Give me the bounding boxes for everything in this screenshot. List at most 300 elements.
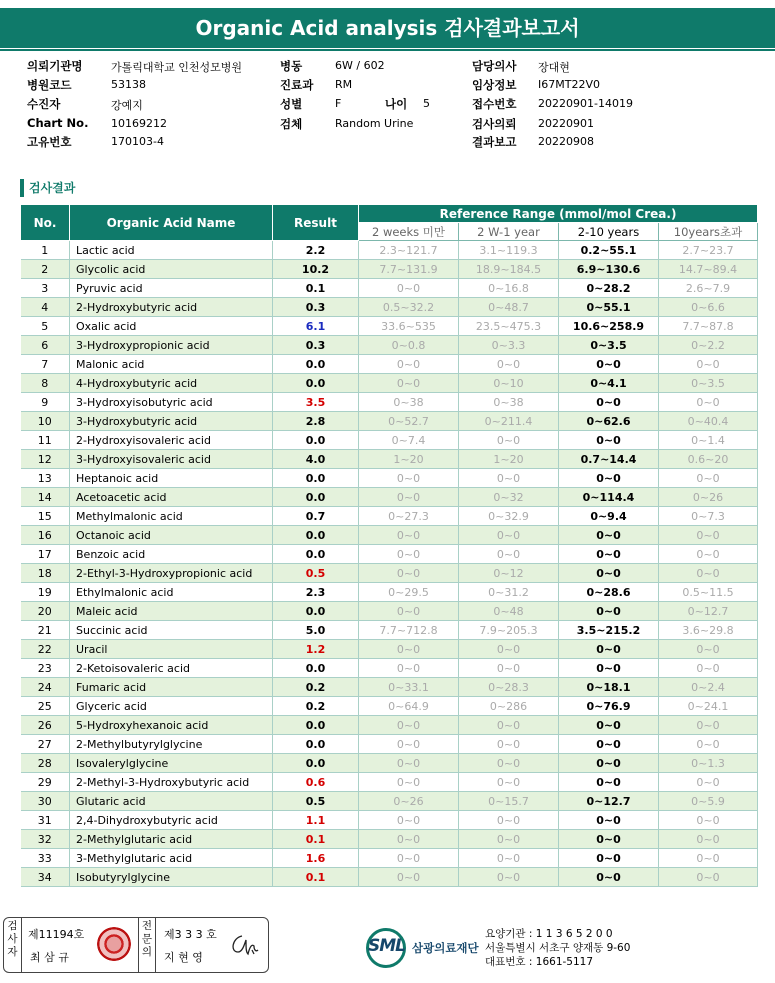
info-value: 장대현 [538, 61, 570, 74]
reference-range: 0~38 [459, 393, 559, 412]
row-number: 8 [21, 374, 70, 393]
table-row [21, 678, 758, 697]
reference-range: 0~0 [359, 640, 459, 659]
reference-range: 0.5~11.5 [659, 583, 758, 602]
row-number: 7 [21, 355, 70, 374]
info-value: 가톨릭대학교 인천성모병원 [111, 61, 243, 74]
table-row [21, 697, 758, 716]
row-number: 15 [21, 507, 70, 526]
row-number: 1 [21, 241, 70, 260]
contact-info [485, 927, 630, 969]
reference-range: 0~0 [659, 830, 758, 849]
reference-range: 3.1~119.3 [459, 241, 559, 260]
acid-name: Glutaric acid [70, 792, 273, 811]
reference-range: 0~0 [359, 830, 459, 849]
table-row [21, 241, 758, 260]
reference-range: 6.9~130.6 [559, 260, 659, 279]
table-row [21, 260, 758, 279]
row-number: 32 [21, 830, 70, 849]
reference-range: 0.5~32.2 [359, 298, 459, 317]
reference-range: 0~0 [559, 716, 659, 735]
results-body [21, 241, 758, 887]
reference-range: 0~3.5 [659, 374, 758, 393]
reference-range: 0~0 [659, 469, 758, 488]
reference-range: 0~15.7 [459, 792, 559, 811]
reference-range: 0~4.1 [559, 374, 659, 393]
reference-range: 0~0 [359, 868, 459, 887]
reference-range: 0~0 [559, 830, 659, 849]
seal-stamp-icon [97, 927, 131, 961]
result-value: 6.1 [273, 317, 359, 336]
row-number: 10 [21, 412, 70, 431]
reference-range: 0~62.6 [559, 412, 659, 431]
acid-name: 2-Ethyl-3-Hydroxypropionic acid [70, 564, 273, 583]
reference-range: 0~5.9 [659, 792, 758, 811]
reference-range: 0~0 [459, 849, 559, 868]
reference-range: 0~0 [559, 659, 659, 678]
reference-range: 0~0 [659, 773, 758, 792]
info-label: 접수번호 [472, 97, 517, 111]
reference-range: 0~0 [359, 355, 459, 374]
specialist-number: 제3 3 3 호 [164, 928, 217, 941]
row-number: 3 [21, 279, 70, 298]
table-row [21, 298, 758, 317]
result-value: 0.0 [273, 469, 359, 488]
reference-range: 14.7~89.4 [659, 260, 758, 279]
acid-name: Glyceric acid [70, 697, 273, 716]
table-row [21, 735, 758, 754]
reference-range: 0~0 [559, 564, 659, 583]
info-label: 고유번호 [27, 135, 72, 149]
acid-name: 4-Hydroxybutyric acid [70, 374, 273, 393]
reference-range: 0~114.4 [559, 488, 659, 507]
reference-range: 0~0 [559, 355, 659, 374]
info-value: F [335, 97, 342, 110]
reference-range: 0~40.4 [659, 412, 758, 431]
reference-range: 0~0 [459, 526, 559, 545]
reference-range: 0~0 [459, 811, 559, 830]
info-value: 170103-4 [111, 135, 164, 148]
acid-name: Oxalic acid [70, 317, 273, 336]
acid-name: Isobutyrylglycine [70, 868, 273, 887]
row-number: 16 [21, 526, 70, 545]
table-row [21, 545, 758, 564]
reference-range: 2.6~7.9 [659, 279, 758, 298]
reference-range: 0.6~20 [659, 450, 758, 469]
row-number: 30 [21, 792, 70, 811]
result-value: 5.0 [273, 621, 359, 640]
reference-range: 0.7~14.4 [559, 450, 659, 469]
acid-name: 3-Hydroxybutyric acid [70, 412, 273, 431]
reference-range: 0~0 [559, 526, 659, 545]
reference-range: 0~52.7 [359, 412, 459, 431]
reference-range: 2.3~121.7 [359, 241, 459, 260]
result-value: 0.2 [273, 678, 359, 697]
reference-range: 0~0 [659, 640, 758, 659]
report-title: Organic Acid analysis 검사결과보고서 [0, 8, 775, 48]
reference-range: 0~0 [459, 735, 559, 754]
info-value: 6W / 602 [335, 59, 385, 72]
reference-range: 0~0 [359, 773, 459, 792]
reference-range: 0~0 [359, 659, 459, 678]
reference-range: 0~12 [459, 564, 559, 583]
reference-range: 0~0 [459, 716, 559, 735]
reference-range: 0~6.6 [659, 298, 758, 317]
acid-name: Acetoacetic acid [70, 488, 273, 507]
info-label: 결과보고 [472, 135, 517, 149]
reference-range: 0~0 [359, 545, 459, 564]
table-row [21, 412, 758, 431]
table-row [21, 830, 758, 849]
reference-range: 1~20 [459, 450, 559, 469]
row-number: 25 [21, 697, 70, 716]
acid-name: Fumaric acid [70, 678, 273, 697]
reference-range: 0~28.6 [559, 583, 659, 602]
acid-name: 5-Hydroxyhexanoic acid [70, 716, 273, 735]
reference-range: 0~55.1 [559, 298, 659, 317]
contact-line: 서울특별시 서초구 양재동 9-60 [485, 942, 631, 954]
reference-range: 7.9~205.3 [459, 621, 559, 640]
table-row [21, 526, 758, 545]
age-value: 5 [423, 97, 430, 110]
reference-range: 0~0 [359, 488, 459, 507]
result-value: 0.0 [273, 488, 359, 507]
reference-range: 0~0 [359, 754, 459, 773]
acid-name: 2-Hydroxyisovaleric acid [70, 431, 273, 450]
acid-name: Glycolic acid [70, 260, 273, 279]
header-reference-range: Reference Range (mmol/mol Crea.) [359, 205, 758, 223]
reference-range: 0~33.1 [359, 678, 459, 697]
result-value: 0.0 [273, 545, 359, 564]
reference-range: 0~32 [459, 488, 559, 507]
acid-name: 3-Hydroxyisovaleric acid [70, 450, 273, 469]
reference-range: 0~2.4 [659, 678, 758, 697]
table-row [21, 355, 758, 374]
result-value: 10.2 [273, 260, 359, 279]
acid-name: Octanoic acid [70, 526, 273, 545]
reference-range: 0~12.7 [559, 792, 659, 811]
result-value: 2.2 [273, 241, 359, 260]
contact-line: 요양기관 : 1 1 3 6 5 2 0 0 [485, 928, 613, 940]
result-value: 4.0 [273, 450, 359, 469]
acid-name: Ethylmalonic acid [70, 583, 273, 602]
table-row [21, 868, 758, 887]
table-row [21, 602, 758, 621]
reference-range: 0~48.7 [459, 298, 559, 317]
result-value: 0.0 [273, 526, 359, 545]
table-row [21, 336, 758, 355]
reference-range: 0~211.4 [459, 412, 559, 431]
reference-range: 0~28.3 [459, 678, 559, 697]
section-title: 검사결과 [20, 179, 75, 197]
result-value: 0.1 [273, 868, 359, 887]
inspector-label: 검 사 자 [4, 918, 22, 972]
result-value: 0.0 [273, 659, 359, 678]
result-value: 1.1 [273, 811, 359, 830]
reference-range: 1~20 [359, 450, 459, 469]
result-value: 0.3 [273, 298, 359, 317]
info-label: 의뢰기관명 [27, 59, 83, 73]
reference-range: 0~0 [359, 279, 459, 298]
info-value: I67MT22V0 [538, 78, 600, 91]
reference-range: 0~0 [459, 868, 559, 887]
info-label: 검사의뢰 [472, 117, 517, 131]
table-row [21, 583, 758, 602]
reference-range: 33.6~535 [359, 317, 459, 336]
reference-range: 0~0 [559, 602, 659, 621]
row-number: 26 [21, 716, 70, 735]
inspector-number: 제11194호 [28, 928, 85, 941]
reference-range: 0~0 [559, 811, 659, 830]
reference-range: 0~0 [559, 469, 659, 488]
organization-name: 삼광의료재단 [412, 941, 479, 955]
header-range-3: 10years초과 [659, 223, 758, 241]
acid-name: Isovalerylglycine [70, 754, 273, 773]
reference-range: 0~0 [359, 735, 459, 754]
reference-range: 0~0 [559, 773, 659, 792]
reference-range: 0~0 [459, 754, 559, 773]
acid-name: 2-Methylglutaric acid [70, 830, 273, 849]
row-number: 31 [21, 811, 70, 830]
row-number: 24 [21, 678, 70, 697]
table-row [21, 279, 758, 298]
row-number: 12 [21, 450, 70, 469]
reference-range: 23.5~475.3 [459, 317, 559, 336]
result-value: 1.6 [273, 849, 359, 868]
acid-name: Methylmalonic acid [70, 507, 273, 526]
reference-range: 0~0 [659, 735, 758, 754]
info-label: 병동 [280, 59, 303, 73]
reference-range: 0~0 [359, 811, 459, 830]
reference-range: 0~0 [459, 659, 559, 678]
reference-range: 0~0 [659, 811, 758, 830]
row-number: 33 [21, 849, 70, 868]
row-number: 18 [21, 564, 70, 583]
table-row [21, 317, 758, 336]
reference-range: 0~16.8 [459, 279, 559, 298]
reference-range: 0~18.1 [559, 678, 659, 697]
row-number: 6 [21, 336, 70, 355]
result-value: 0.7 [273, 507, 359, 526]
reference-range: 0~0 [359, 716, 459, 735]
reference-range: 0~24.1 [659, 697, 758, 716]
reference-range: 0~12.7 [659, 602, 758, 621]
reference-range: 3.6~29.8 [659, 621, 758, 640]
signature-icon [228, 930, 264, 960]
reference-range: 0~0 [459, 469, 559, 488]
result-value: 1.2 [273, 640, 359, 659]
acid-name: Malonic acid [70, 355, 273, 374]
info-label: 진료과 [280, 78, 314, 92]
result-value: 0.0 [273, 431, 359, 450]
table-row [21, 659, 758, 678]
acid-name: 3-Hydroxyisobutyric acid [70, 393, 273, 412]
reference-range: 0~7.4 [359, 431, 459, 450]
result-value: 0.0 [273, 355, 359, 374]
result-value: 0.0 [273, 754, 359, 773]
result-value: 0.0 [273, 735, 359, 754]
reference-range: 0~64.9 [359, 697, 459, 716]
acid-name: Succinic acid [70, 621, 273, 640]
reference-range: 0~29.5 [359, 583, 459, 602]
reference-range: 0~32.9 [459, 507, 559, 526]
result-value: 0.0 [273, 602, 359, 621]
acid-name: 2-Methyl-3-Hydroxybutyric acid [70, 773, 273, 792]
age-label: 나이 [385, 97, 408, 111]
reference-range: 0~27.3 [359, 507, 459, 526]
reference-range: 0~48 [459, 602, 559, 621]
table-row [21, 811, 758, 830]
logo-text: SML [368, 936, 405, 956]
result-value: 0.5 [273, 564, 359, 583]
reference-range: 0~38 [359, 393, 459, 412]
row-number: 19 [21, 583, 70, 602]
result-value: 0.3 [273, 336, 359, 355]
acid-name: 3-Hydroxypropionic acid [70, 336, 273, 355]
reference-range: 3.5~215.2 [559, 621, 659, 640]
acid-name: 3-Methylglutaric acid [70, 849, 273, 868]
info-value: Random Urine [335, 117, 414, 130]
acid-name: Maleic acid [70, 602, 273, 621]
table-row [21, 773, 758, 792]
table-row [21, 640, 758, 659]
row-number: 21 [21, 621, 70, 640]
info-label: 임상정보 [472, 78, 517, 92]
reference-range: 0~0 [559, 545, 659, 564]
row-number: 9 [21, 393, 70, 412]
reference-range: 18.9~184.5 [459, 260, 559, 279]
reference-range: 0~0 [459, 545, 559, 564]
row-number: 29 [21, 773, 70, 792]
reference-range: 0~0 [459, 640, 559, 659]
result-value: 0.1 [273, 830, 359, 849]
header-range-0: 2 weeks 미만 [359, 223, 459, 241]
info-label: 성별 [280, 97, 303, 111]
reference-range: 0~76.9 [559, 697, 659, 716]
result-value: 2.8 [273, 412, 359, 431]
result-value: 0.6 [273, 773, 359, 792]
info-label: 담당의사 [472, 59, 517, 73]
header-result: Result [273, 205, 359, 241]
row-number: 23 [21, 659, 70, 678]
reference-range: 7.7~131.9 [359, 260, 459, 279]
reference-range: 0~0 [459, 431, 559, 450]
reference-range: 0~3.5 [559, 336, 659, 355]
info-value: 20220901-14019 [538, 97, 633, 110]
reference-range: 0~0 [559, 868, 659, 887]
contact-line: 대표번호 : 1661-5117 [485, 956, 594, 968]
table-row [21, 754, 758, 773]
title-divider [0, 49, 775, 51]
reference-range: 0~0 [559, 431, 659, 450]
info-value: 20220908 [538, 135, 594, 148]
reference-range: 0~0 [459, 830, 559, 849]
result-value: 0.0 [273, 716, 359, 735]
info-label: Chart No. [27, 116, 89, 130]
reference-range: 0~9.4 [559, 507, 659, 526]
reference-range: 0~0 [559, 849, 659, 868]
reference-range: 0~0 [659, 545, 758, 564]
reference-range: 2.7~23.7 [659, 241, 758, 260]
table-row [21, 431, 758, 450]
row-number: 13 [21, 469, 70, 488]
inspector-name: 최 삼 규 [30, 951, 69, 964]
table-row [21, 488, 758, 507]
reference-range: 0.2~55.1 [559, 241, 659, 260]
reference-range: 7.7~87.8 [659, 317, 758, 336]
reference-range: 0~0 [359, 374, 459, 393]
row-number: 5 [21, 317, 70, 336]
table-row [21, 393, 758, 412]
result-value: 0.5 [273, 792, 359, 811]
reference-range: 0~0 [659, 716, 758, 735]
table-row [21, 450, 758, 469]
acid-name: 2-Hydroxybutyric acid [70, 298, 273, 317]
row-number: 27 [21, 735, 70, 754]
reference-range: 0~10 [459, 374, 559, 393]
table-row [21, 716, 758, 735]
row-number: 28 [21, 754, 70, 773]
row-number: 20 [21, 602, 70, 621]
result-value: 0.0 [273, 374, 359, 393]
specialist-label: 전 문 의 [138, 918, 156, 972]
acid-name: Lactic acid [70, 241, 273, 260]
reference-range: 0~0 [559, 393, 659, 412]
reference-range: 0~0 [659, 659, 758, 678]
reference-range: 0~2.2 [659, 336, 758, 355]
acid-name: Uracil [70, 640, 273, 659]
reference-range: 0~0 [459, 773, 559, 792]
info-label: 병원코드 [27, 78, 72, 92]
reference-range: 0~0 [659, 526, 758, 545]
reference-range: 0~0 [559, 754, 659, 773]
row-number: 14 [21, 488, 70, 507]
reference-range: 0~0 [559, 735, 659, 754]
table-row [21, 792, 758, 811]
table-row [21, 374, 758, 393]
reference-range: 0~0 [659, 868, 758, 887]
reference-range: 0~26 [359, 792, 459, 811]
reference-range: 0~0 [459, 355, 559, 374]
specialist-name: 지 현 영 [164, 951, 203, 964]
reference-range: 0~0 [659, 564, 758, 583]
row-number: 17 [21, 545, 70, 564]
info-value: 20220901 [538, 117, 594, 130]
info-label: 검체 [280, 117, 303, 131]
reference-range: 0~3.3 [459, 336, 559, 355]
acid-name: 2-Ketoisovaleric acid [70, 659, 273, 678]
header-name: Organic Acid Name [70, 205, 273, 241]
row-number: 34 [21, 868, 70, 887]
table-row [21, 564, 758, 583]
reference-range: 0~0 [359, 564, 459, 583]
reference-range: 0~0 [659, 393, 758, 412]
acid-name: 2,4-Dihydroxybutyric acid [70, 811, 273, 830]
acid-name: Pyruvic acid [70, 279, 273, 298]
row-number: 22 [21, 640, 70, 659]
reference-range: 0~0 [359, 526, 459, 545]
info-value: 10169212 [111, 117, 167, 130]
row-number: 2 [21, 260, 70, 279]
row-number: 4 [21, 298, 70, 317]
reference-range: 0~0 [659, 849, 758, 868]
info-value: 강예지 [111, 99, 143, 112]
result-value: 0.2 [273, 697, 359, 716]
reference-range: 0~0 [359, 602, 459, 621]
info-label: 수진자 [27, 97, 61, 111]
reference-range: 7.7~712.8 [359, 621, 459, 640]
reference-range: 10.6~258.9 [559, 317, 659, 336]
